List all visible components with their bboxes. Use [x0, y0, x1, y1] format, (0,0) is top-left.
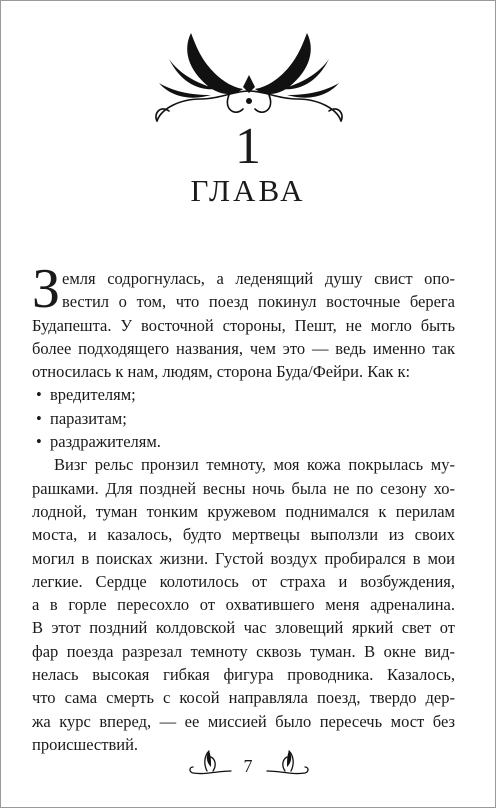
- text-line: а в горле пересохло от охватившего меня адреналина.: [32, 595, 455, 615]
- text-line: относилась к нам, людям, сторона Буда/Фейри. Как к:: [32, 362, 411, 382]
- bullet-text: раздражителям.: [50, 432, 161, 452]
- text-line: лодной, туман тонким кружевом поднимался к перилам: [32, 501, 455, 521]
- bullet-icon: •: [36, 408, 42, 428]
- chapter-number: 1: [235, 118, 261, 175]
- text-line: нелась высокая гибкая фигура проводника. Казалось,: [32, 665, 455, 685]
- text-line: фар поезда разрезал темноту сквозь туман. В окне вид-: [32, 641, 455, 661]
- text-line: вестил о том, что поезд покинул восточные берега: [62, 292, 455, 312]
- text-line: жа курс вперед, — ее миссией было пересечь мост без: [32, 711, 455, 731]
- text-line: происшествий.: [32, 734, 139, 754]
- bullet-item: [32, 407, 455, 430]
- bullet-icon: •: [36, 432, 42, 452]
- text-line: рашками. Для поздней весны ночь была не по сезону хо-: [32, 478, 455, 498]
- bullet-item: [32, 383, 455, 406]
- page-number: 7: [243, 756, 253, 776]
- chapter-body: [32, 258, 455, 756]
- bullet-text: вредителям;: [50, 385, 136, 405]
- text-line: Будапешта. У восточной стороны, Пешт, не могло быть: [32, 315, 455, 335]
- text-line: более подходящего названия, чем это — ведь именно так: [32, 338, 455, 358]
- text-line: легкие. Сердце колотилось от страха и возбуждения,: [32, 571, 455, 591]
- drop-cap: З: [32, 258, 61, 320]
- chapter-ornament: [139, 29, 359, 129]
- footer-ornament-right: [265, 749, 311, 779]
- bullet-item: [32, 430, 455, 453]
- bullet-icon: •: [36, 385, 42, 405]
- page-footer: [1, 749, 495, 783]
- text-line: В этот поздний колдовской час зловещий яркий свет от: [32, 618, 455, 638]
- text-line: могил в поисках жизни. Густой воздух пробирался в мои: [32, 548, 455, 568]
- chapter-title: ГЛАВА: [190, 173, 306, 208]
- text-line-content: емля содрогнулась, а леденящий душу свист опо-: [62, 269, 455, 288]
- text-line: Визг рельс пронзил темноту, моя кожа покрылась му-: [54, 455, 455, 475]
- text-line: что сама смерть с косой направляла поезд, твердо дер-: [32, 688, 455, 708]
- text-line: моста, и казалось, будто мертвецы выползли из своих: [32, 525, 455, 545]
- bullet-text: паразитам;: [50, 408, 127, 428]
